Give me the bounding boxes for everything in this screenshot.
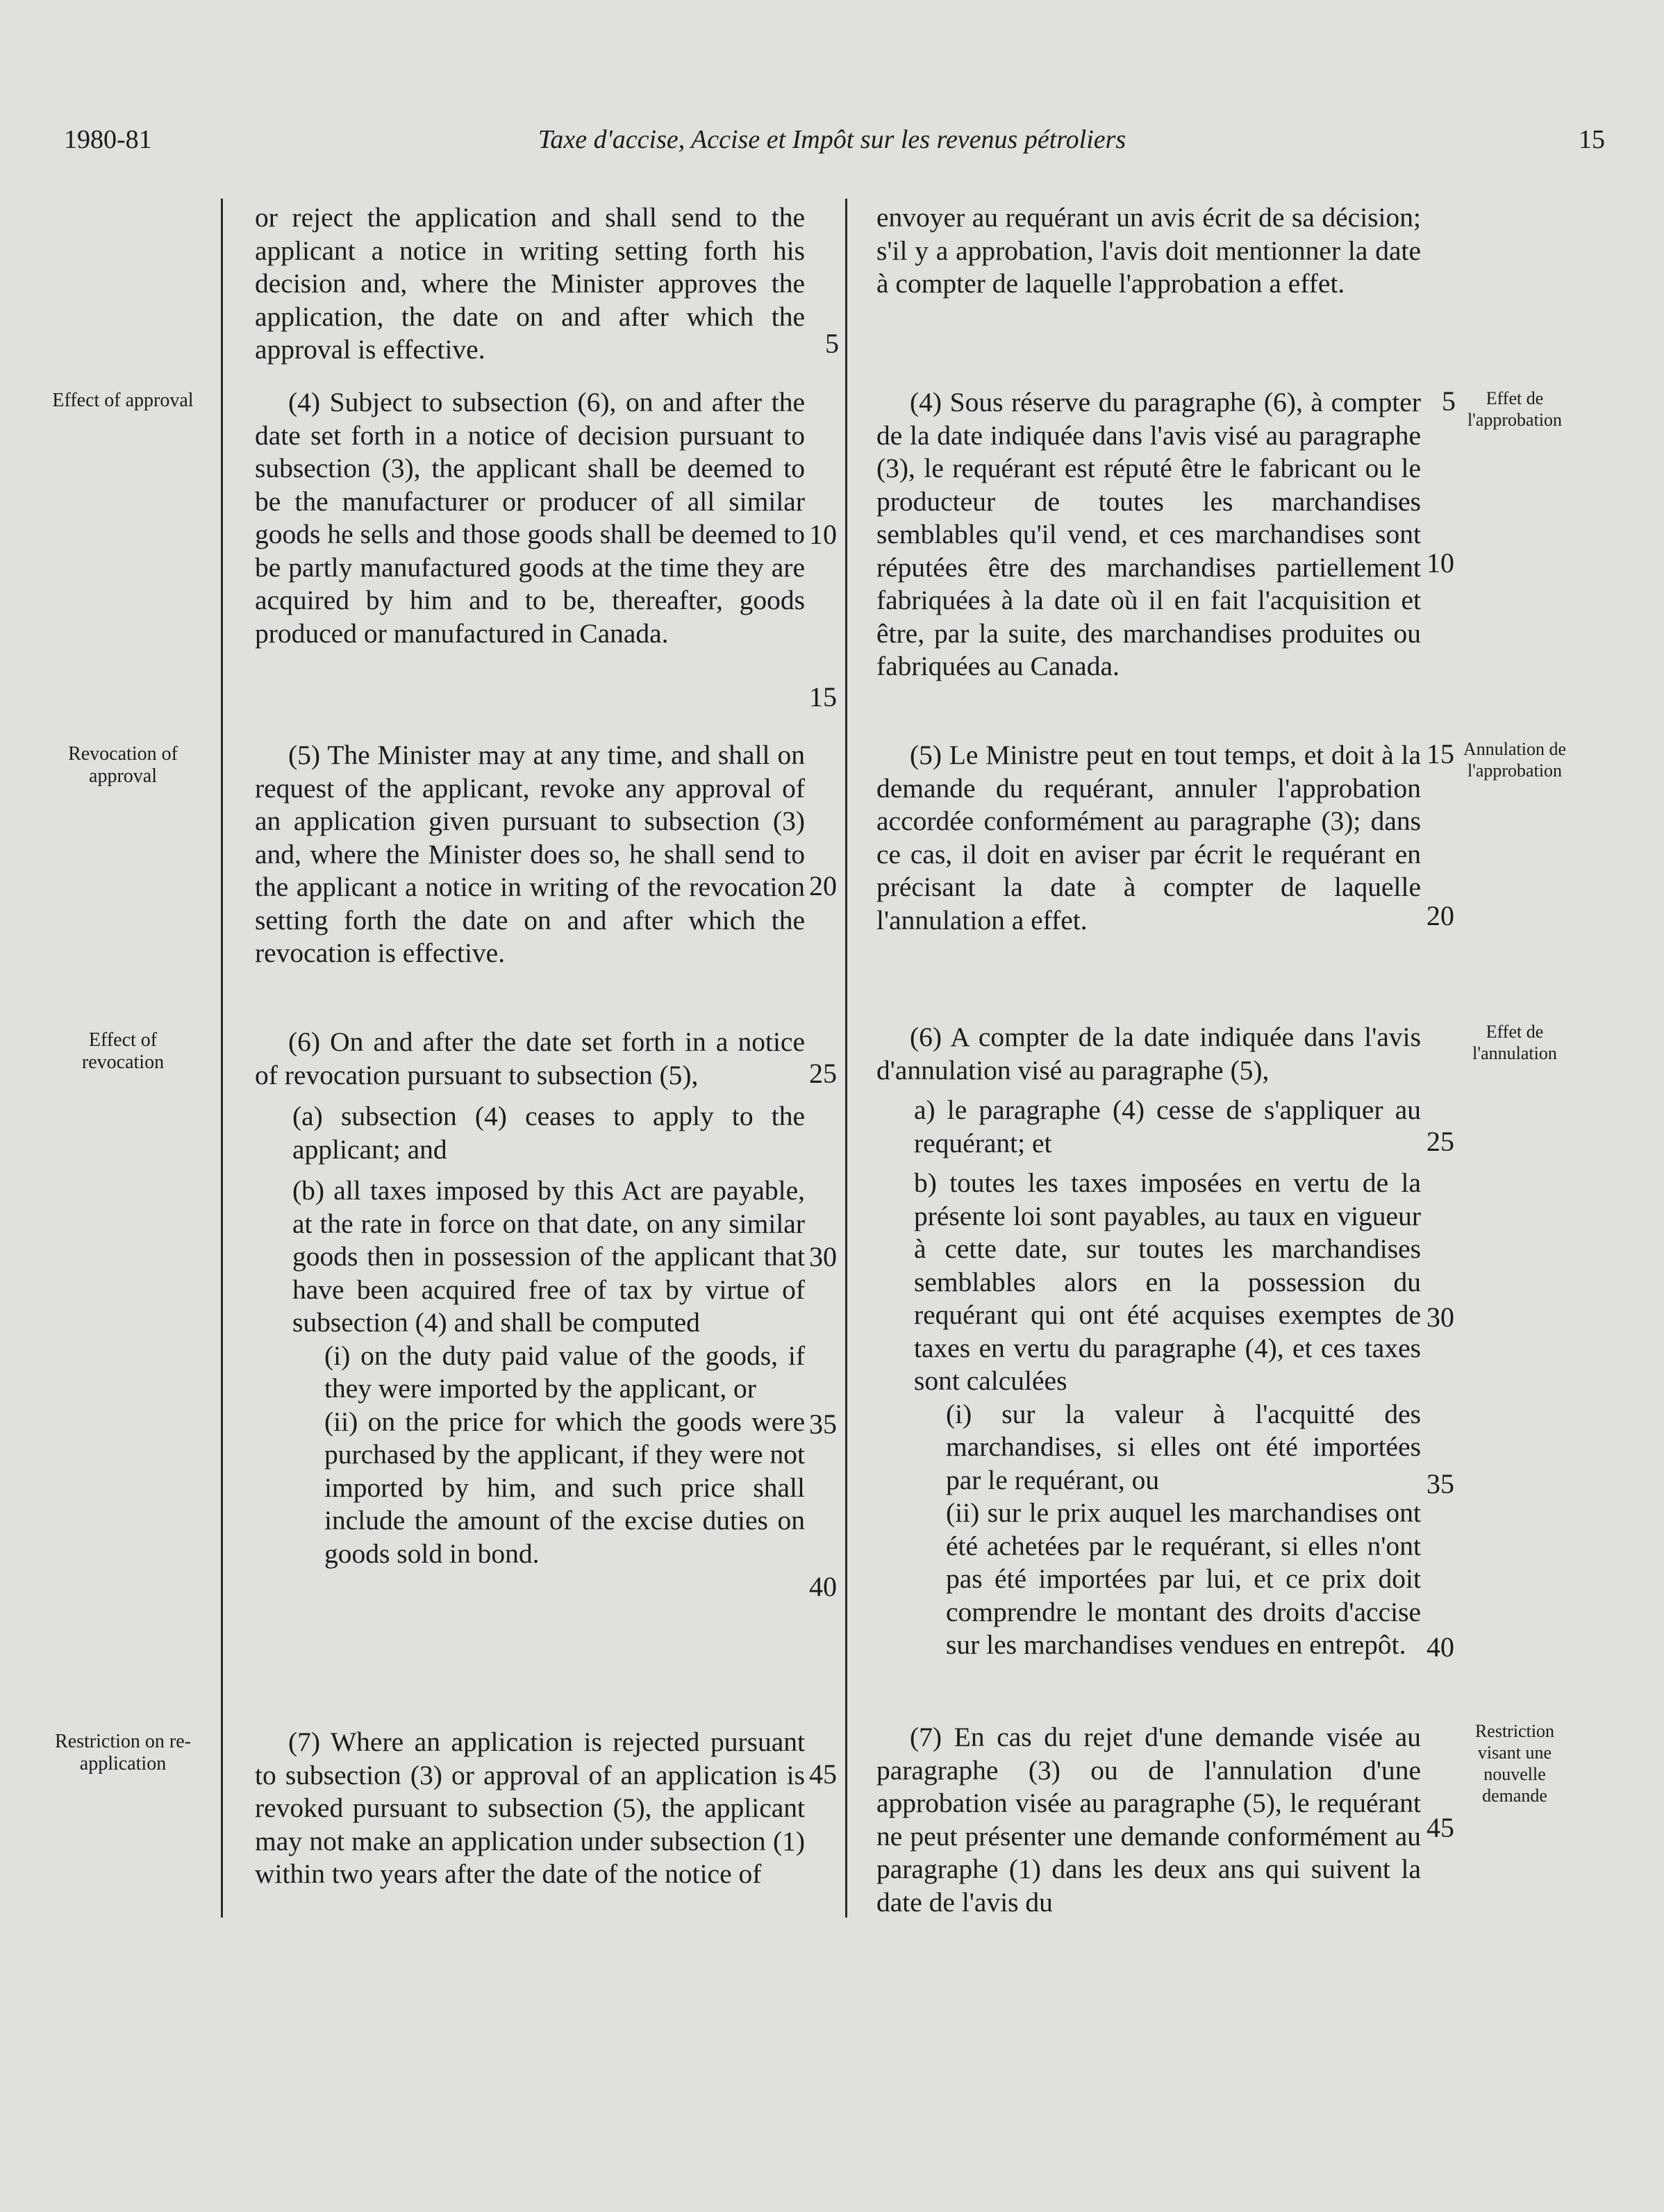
- margin-note-restriction-on-reapplication: Restriction on re-application: [55, 1731, 191, 1774]
- english-para-6a: (a) subsection (4) ceases to apply to the applicant; and: [292, 1101, 805, 1165]
- line-number: 45: [809, 1758, 837, 1790]
- line-number: 45: [1426, 1812, 1454, 1843]
- line-number: 25: [1426, 1126, 1454, 1157]
- english-para-1: or reject the application and shall send to the applicant a notice in writing setting forth his decision and, where the Minister approves the application, the date on and after which the approval is effective.: [255, 202, 805, 365]
- line-number: 40: [1426, 1631, 1454, 1663]
- french-subsection-6-intro: (6) A compter de la date indiquée dans l'avis d'annulation visé au paragraphe (5),: [876, 1022, 1421, 1086]
- margin-note-annulation-approbation: [1457, 738, 1572, 781]
- page-header-title: Taxe d'accise, Accise et Impôt sur les revenus pétroliers: [538, 125, 1126, 154]
- margin-note-line: visant une: [1477, 1743, 1552, 1763]
- margin-note-line: Effet de: [1486, 388, 1544, 408]
- margin-note-line: l'annulation: [1472, 1043, 1557, 1063]
- line-number: 5: [1442, 385, 1456, 417]
- english-para-6b-i: (i) on the duty paid value of the goods, if they were imported by the applicant, or: [324, 1340, 805, 1404]
- line-number: 35: [809, 1408, 837, 1440]
- french-subsection-6: [876, 1021, 1421, 1662]
- margin-note-line: l'approbation: [1467, 410, 1563, 430]
- margin-note-line: Restriction: [1474, 1721, 1555, 1741]
- line-number: 10: [1426, 547, 1454, 579]
- page-header-year: 1980-81: [64, 125, 152, 154]
- line-number: 40: [809, 1571, 837, 1602]
- english-subsection-4: (4) Subject to subsection (6), on and after the date set forth in a notice of decision pursuant to subsection (3), the applicant shall be deemed to be the manufacturer or producer of all similar goods he sells and those goods shall be deemed to be partly manufactured goods at the time they are acquired by him and to be, thereafter, goods produced or manufactured in Canada.: [255, 387, 805, 649]
- center-column-rule: [845, 199, 847, 1918]
- line-number: 30: [809, 1241, 837, 1272]
- english-para-6b: (b) all taxes imposed by this Act are payable, at the rate in force on that date, on any similar goods then in possession of the applicant that have been acquired free of tax by virtue of subsection (4) and shall be computed: [292, 1175, 805, 1338]
- french-subsection-5: (5) Le Ministre peut en tout temps, et doit à la demande du requérant, annuler l'approbation accordée conformément au paragraphe (3); dans ce cas, il doit en aviser par écrit le requérant en précisant la date à compter de laquelle l'annulation a effet.: [876, 740, 1421, 935]
- margin-note-restriction-nouvelle-demande: [1457, 1720, 1572, 1806]
- line-number: 30: [1426, 1302, 1454, 1333]
- english-subsection-6-intro: (6) On and after the date set forth in a notice of revocation pursuant to subsection (5),: [255, 1026, 805, 1090]
- margin-note-line: l'approbation: [1467, 760, 1563, 781]
- line-number: 20: [809, 870, 837, 901]
- line-number: 20: [1426, 900, 1454, 931]
- french-para-6b: b) toutes les taxes imposées en vertu de la présente loi sont payables, au taux en vigueur à cette date, sur toutes les marchandises semblables alors en la possession du requérant qui ont été acquises exemptes de taxes en vertu du paragraphe (4), et ces taxes sont calculées: [914, 1167, 1421, 1396]
- page-number: 15: [1579, 125, 1605, 154]
- french-para-6b-ii: (ii) sur le prix auquel les marchandises ont été achetées par le requérant, si elles n'ont pas été importées par lui, et ce prix doit comprendre le montant des droits d'accise sur les marchandises vendues en entrepôt.: [946, 1497, 1421, 1660]
- line-number: 15: [809, 681, 837, 713]
- left-column-rule: [221, 199, 223, 1918]
- margin-note-revocation-of-approval: Revocation of approval: [68, 743, 178, 787]
- french-subsection-4: (4) Sous réserve du paragraphe (6), à compter de la date indiquée dans l'avis visé au paragraphe (3), le requérant est réputé être le fabricant ou le producteur de toutes les marchandises semblables qu'il vend, et ces marchandises sont réputées être des marchandises partiellement fabriquées à la date où il en fait l'acquisition et être, par la suite, des marchandises produites ou fabriquées au Canada.: [876, 387, 1421, 681]
- line-number: 5: [825, 328, 839, 359]
- english-para-6b-ii: (ii) on the price for which the goods were purchased by the applicant, if they were not imported by him, and such price shall include the amount of the excise duties on goods sold in bond.: [324, 1406, 805, 1569]
- margin-note-line: Annulation de: [1463, 739, 1567, 759]
- margin-note-effet-approbation: [1457, 388, 1572, 431]
- french-para-6a: a) le paragraphe (4) cesse de s'appliquer au requérant; et: [914, 1095, 1421, 1158]
- english-subsection-5: (5) The Minister may at any time, and shall on request of the applicant, revoke any approval of an application given pursuant to subsection (3) and, where the Minister does so, he shall send to the applicant a notice in writing of the revocation setting forth the date on and after which the revocation is effective.: [255, 740, 805, 968]
- french-para-6b-i: (i) sur la valeur à l'acquitté des marchandises, si elles ont été importées par le requérant, ou: [946, 1398, 1421, 1495]
- line-number: 15: [1426, 738, 1454, 770]
- french-subsection-7: (7) En cas du rejet d'une demande visée au paragraphe (3) ou de l'annulation d'une approbation visée au paragraphe (5), le requérant ne peut présenter une demande conformément au paragraphe (1) dans les deux ans qui suivent la date de l'avis du: [876, 1722, 1421, 1918]
- line-number: 35: [1426, 1468, 1454, 1499]
- french-para-1: envoyer au requérant un avis écrit de sa décision; s'il y a approbation, l'avis doit mentionner la date à compter de laquelle l'approbation a effet.: [876, 202, 1421, 299]
- margin-note-line: demande: [1482, 1786, 1547, 1806]
- margin-note-effect-of-revocation: Effect of revocation: [81, 1029, 165, 1073]
- line-number: 10: [809, 519, 837, 550]
- english-subsection-6: [255, 1026, 805, 1570]
- margin-note-effect-of-approval: Effect of approval: [52, 390, 194, 411]
- line-number: 25: [809, 1058, 837, 1089]
- margin-note-line: Effet de: [1486, 1022, 1544, 1042]
- english-subsection-7: (7) Where an application is rejected pursuant to subsection (3) or approval of an application is revoked pursuant to subsection (5), the applicant may not make an application under subsection (1) within two years after the date of the notice of: [255, 1727, 805, 1889]
- margin-note-line: nouvelle: [1483, 1764, 1546, 1784]
- margin-note-effet-annulation: [1457, 1021, 1572, 1064]
